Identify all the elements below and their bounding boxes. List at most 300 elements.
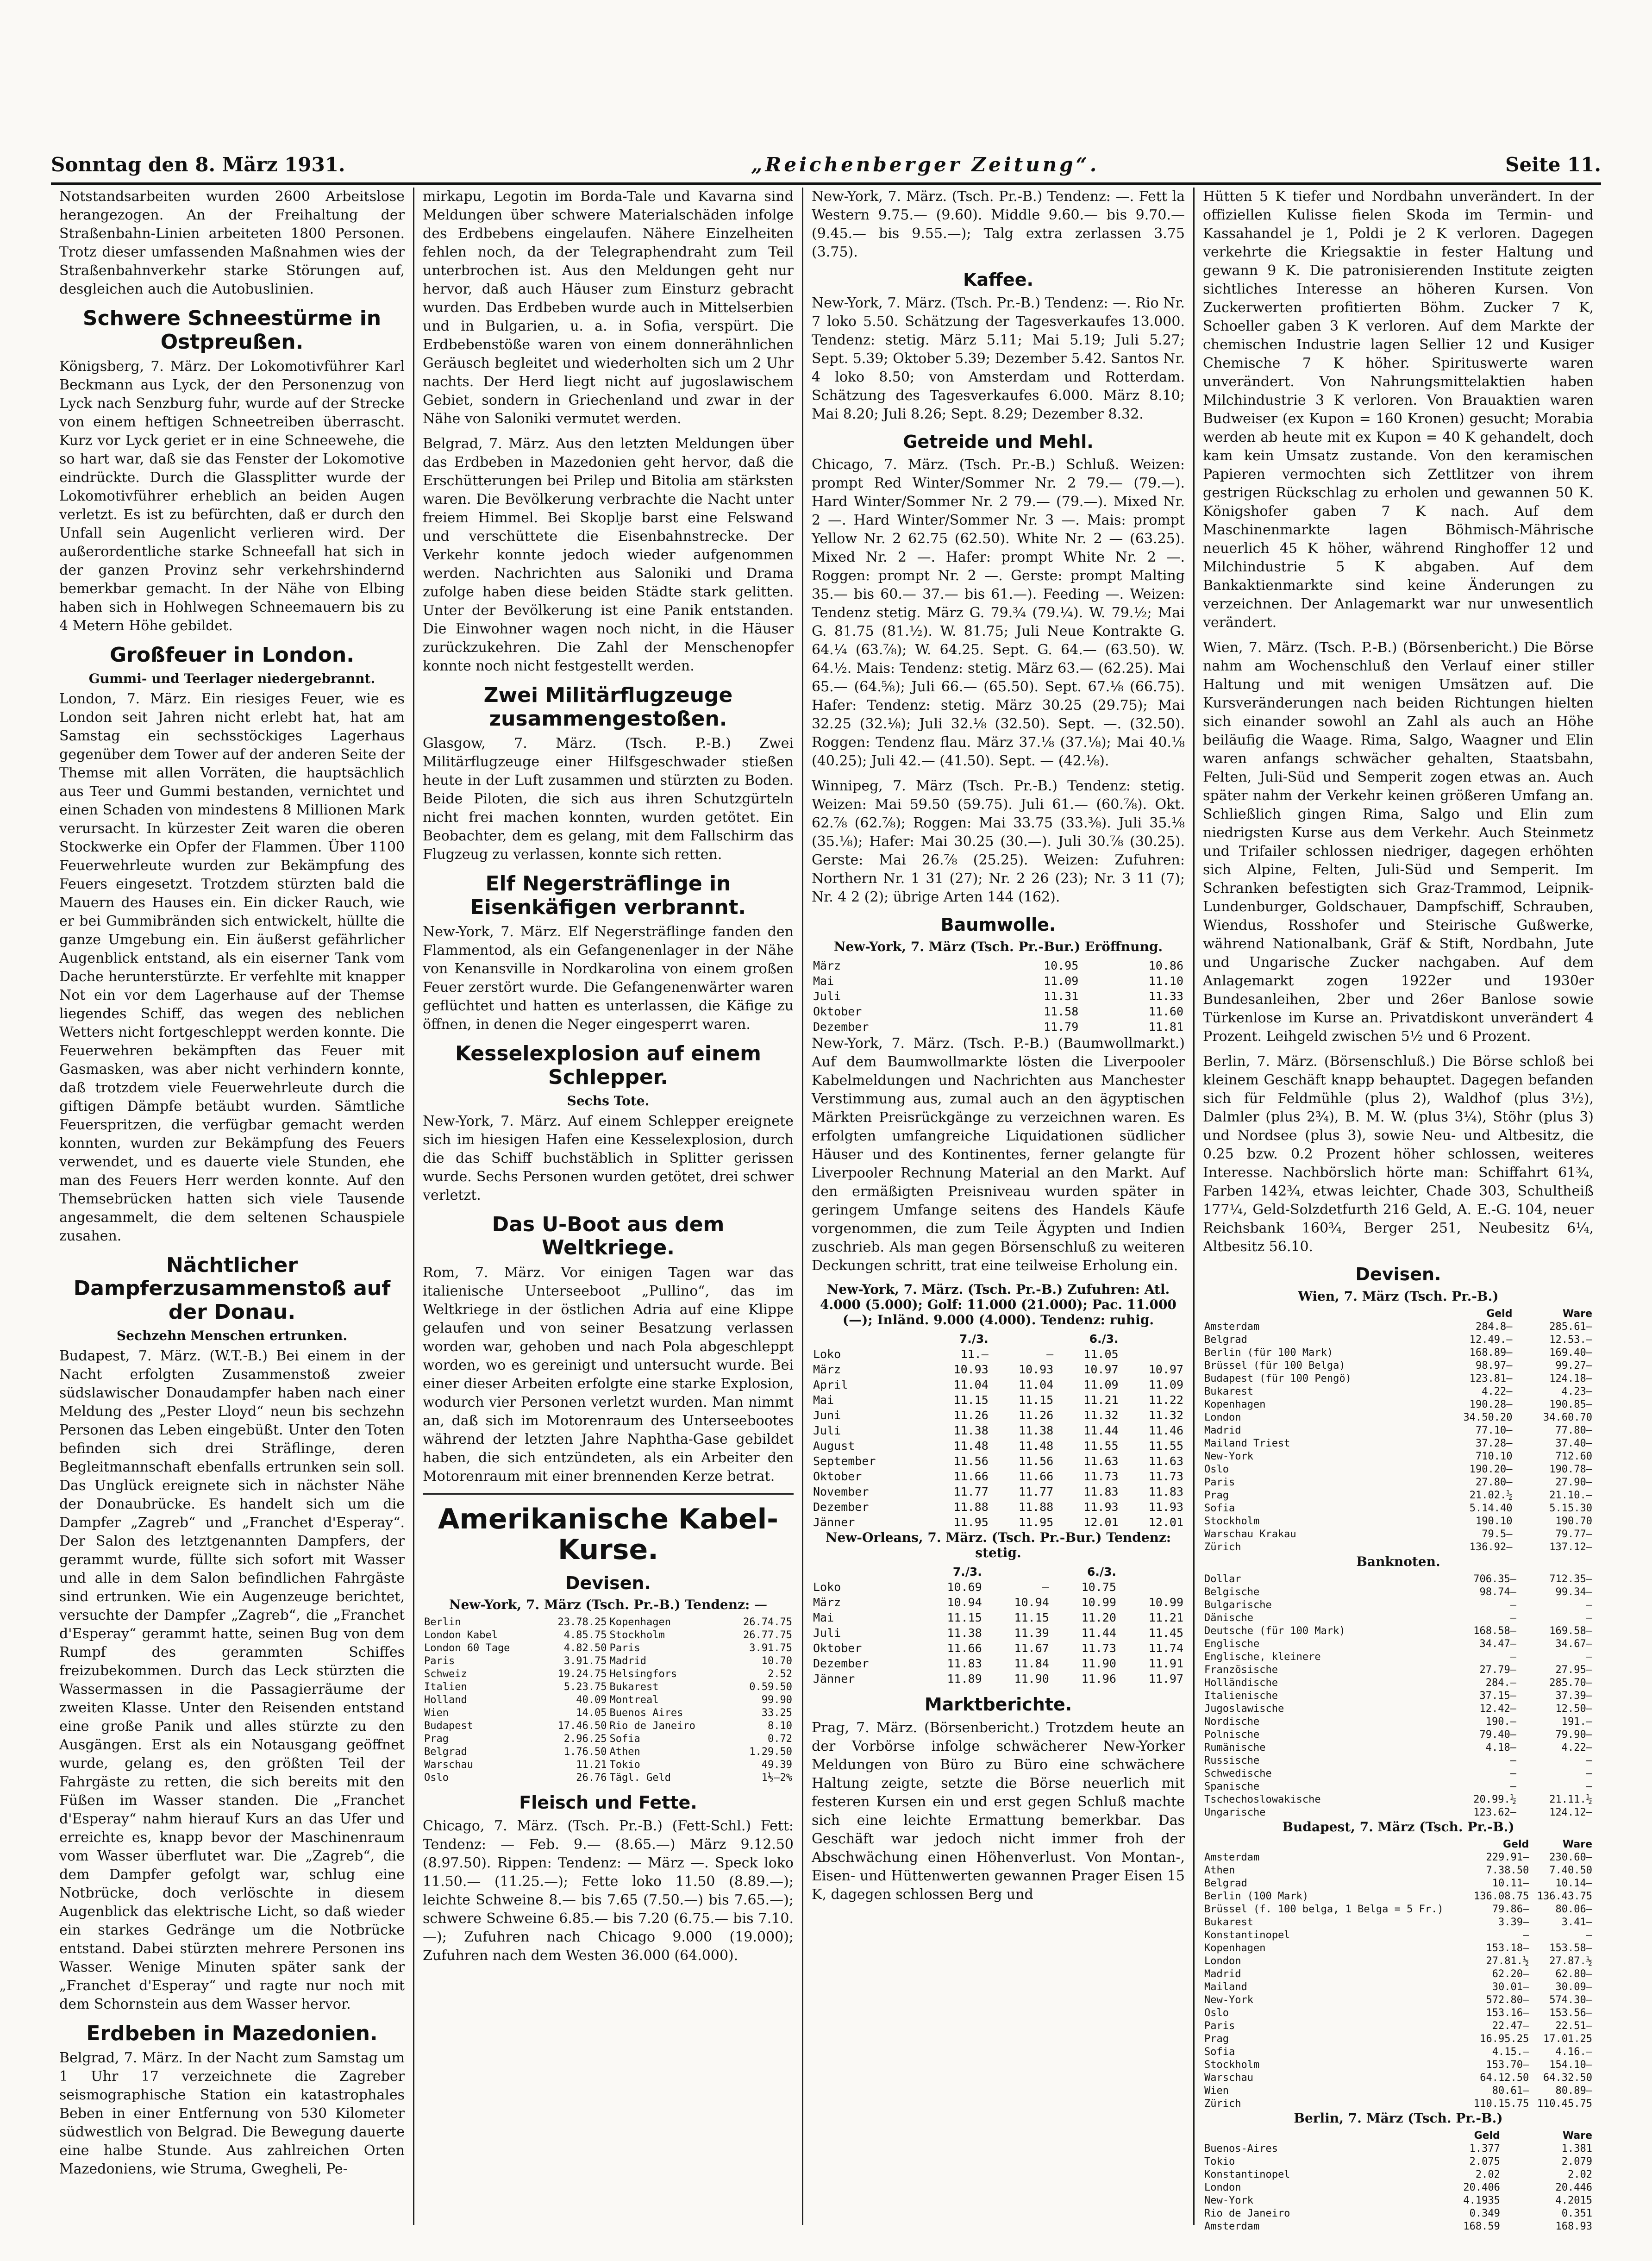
table-cell: London (1204, 1411, 1241, 1423)
table-cell: 168.93 (1555, 2220, 1592, 2232)
table-cell: Zürich (1204, 2098, 1241, 2110)
table-cell: Dezember (813, 1657, 869, 1671)
table-header-cell (983, 1564, 1051, 1579)
table-cell: Stockholm (609, 1629, 665, 1641)
headline: Zwei Militärflugzeuge zusammengestoßen. (483, 683, 733, 731)
table-cell: 64.12.50 (1480, 2072, 1529, 2084)
table-cell: Belgische (1204, 1586, 1260, 1598)
table-cell: Wien (424, 1707, 449, 1719)
table-cell: 64.32.50 (1543, 2072, 1592, 2084)
table-cell: 11.60 (1148, 1005, 1183, 1019)
table-cell: 26.74.75 (743, 1616, 792, 1628)
table-row (1203, 1955, 1594, 1968)
table-header-cell: Ware (1562, 1308, 1592, 1320)
table-cell: — (1586, 1780, 1592, 1792)
table-header-cell (1120, 1331, 1185, 1347)
table-cell: 77.10— (1476, 1424, 1513, 1436)
table-cell: 26.76 (576, 1772, 607, 1784)
devisen-table (423, 1616, 794, 1785)
table-cell: 11.15 (1018, 1393, 1054, 1407)
table-cell: 706.35— (1473, 1573, 1516, 1585)
table-cell: 190.78— (1549, 1463, 1592, 1475)
table-cell: 11.— (960, 1347, 989, 1361)
table-cell: 11.09 (1044, 974, 1079, 988)
table-cell: Englische, kleinere (1204, 1651, 1321, 1663)
table-cell: 0.72 (768, 1733, 792, 1745)
section-title: Marktberichte. (924, 1694, 1072, 1715)
table-cell: Holland (424, 1694, 467, 1706)
table-cell: 110.15.75 (1474, 2098, 1529, 2110)
table-cell: Berlin (100 Mark) (1204, 1890, 1309, 1902)
table-cell: 30.09— (1555, 1981, 1592, 1993)
article-text: Wien, 7. März. (Tsch. P.-B.) (Börsenbericht.) Die Börse nahm am Wochenschluß den Verlauf einer stiller Haltung und mit wenigen Umsätzen auf. Die Kursveränderungen nach beiden Richtungen hielten sich einander sowohl an Zahl als auch an Höhe beiläufig die Waage. Rima, Salgo, Waagner und Elin waren anfangs schwächer gehalten, Staatsbahn, Felten, Juli-Süd und Semperit zogen etwas an. Auch später nahm der Verkehr keinen größeren Umfang an. Schließlich gingen Rima, Salgo und Elin zum niedrigsten Kurse aus dem Verkehr. Auch Steinmetz und Trifailer schlossen niedriger, dagegen erhöhten sich Alpine, Felten, Juli-Süd und Semperit. Im Schranken befestigten sich Graz-Trammod, Leipnik-Lundenburger, Goldschauer, Dampfschiff, Schrauben, Wiendus, Rosshofer und Steirische Gußwerke, während Nationalbank, Gräf & Stift, Nordbahn, Jute und Ungarische Zucker nachgaben. Auf dem Anlagemarkt zogen 1922er und 1930er Bundesanleihen, 2ber und 26er Banlose sowie Türkenlose im Kurse an. Privatdiskont unverändert 4 Prozent. Leihgeld zwischen 5½ und 6 Prozent. (1203, 639, 1594, 1045)
table-cell: 20.446 (1555, 2181, 1592, 2193)
table-cell: 190.85— (1549, 1398, 1592, 1410)
table-cell: 4.85.75 (563, 1629, 607, 1641)
table-row (812, 958, 1185, 973)
table-cell: Zürich (1204, 1541, 1241, 1553)
table-cell: Ungarische (1204, 1806, 1266, 1818)
headline: Das U-Boot aus dem Weltkriege. (492, 1212, 725, 1260)
table-row (1203, 2168, 1594, 2181)
table-cell: 80.61— (1492, 2085, 1529, 2097)
table-row (1203, 1586, 1594, 1599)
columns (51, 188, 1602, 2232)
table-cell: 11.38 (953, 1424, 989, 1438)
table-caption: Berlin, 7. März (Tsch. Pr.-B.) (1294, 2110, 1503, 2126)
table-cell: 37.39— (1555, 1690, 1592, 1702)
table-cell: — (1510, 1651, 1516, 1663)
table-cell: 12.49.— (1469, 1334, 1513, 1346)
article-text: Notstandsarbeiten wurden 2600 Arbeitslose herangezogen. An der Freihaltung der Straßenbahn-Linien arbeiteten 1800 Personen. Trotz dieser umfassenden Maßnahmen wies der Straßenbahnverkehr starke Störungen auf, desgleichen auch die Autobuslinien. (59, 188, 405, 297)
table-cell: 11.45 (1148, 1626, 1183, 1640)
table-cell: Tägl. Geld (609, 1772, 671, 1784)
table-cell: — (1510, 1599, 1516, 1611)
table-cell: 4.15.— (1492, 2046, 1529, 2058)
table-cell: 0.351 (1561, 2207, 1592, 2219)
table-cell: Konstantinopel (1204, 2168, 1290, 2180)
table-row (812, 1438, 1185, 1453)
table-cell: Mailand Triest (1204, 1437, 1290, 1449)
table-cell: 11.09 (1148, 1378, 1183, 1392)
table-cell: 2.02 (1568, 2168, 1592, 2180)
table-cell: Brüssel (für 100 Belga) (1204, 1359, 1345, 1372)
table-cell: Paris (1204, 2020, 1235, 2032)
table-cell: Madrid (1204, 1968, 1241, 1980)
table-cell: 33.25 (761, 1707, 792, 1719)
table-header-cell (1203, 2129, 1409, 2142)
table-cell: Mai (813, 1393, 834, 1407)
table-cell: 14.05 (576, 1707, 607, 1719)
table-cell: 22.47— (1492, 2020, 1529, 2032)
table-cell: Rio de Janeiro (609, 1720, 695, 1732)
table-cell: 4.1935 (1463, 2194, 1500, 2206)
table-row (1203, 1851, 1594, 1864)
table-cell: 99.34— (1555, 1586, 1592, 1598)
table-cell: — (1586, 1599, 1592, 1611)
table-cell: 30.01— (1492, 1981, 1529, 1993)
table-row (812, 1515, 1185, 1530)
table-cell: 5.14.40 (1469, 1502, 1513, 1514)
table-row (812, 1641, 1185, 1656)
table-cell: 11.88 (953, 1500, 989, 1514)
table-cell: — (1510, 1754, 1516, 1766)
table-cell: 10.93 (1018, 1363, 1054, 1377)
table-row (1203, 2020, 1594, 2033)
table-cell: 22.51— (1555, 2020, 1592, 2032)
table-row (1203, 1677, 1594, 1690)
table-row (1203, 2220, 1594, 2233)
table-cell: 0.59.50 (749, 1681, 792, 1693)
table-cell: Prag (1204, 1489, 1229, 1501)
column-3 (803, 188, 1195, 2225)
table-cell: — (1586, 1754, 1592, 1766)
table-row (1203, 1890, 1594, 1903)
table-header-cell: 7./3. (952, 1565, 982, 1579)
table-cell: 285.70— (1549, 1677, 1592, 1689)
article-text: New-York, 7. März. (Tsch. Pr.-B.) Tendenz: —. Rio Nr. 7 loko 5.50. Schätzung der Tagesverkaufes 13.000. Tendenz: stetig. März 5.11; Mai 5.19; Juli 5.27; Sept. 5.39; Oktober 5.39; Dezember 5.42. Santos Nr. 4 loko 8.50; von Amsterdam und Rotterdam. Schätzung des Tagesverkaufes 6.000. März 8.10; Mai 8.20; Juli 8.26; Sept. 8.29; Dezember 8.32. (812, 294, 1185, 422)
table-cell: August (813, 1439, 855, 1453)
table-row (1203, 1903, 1594, 1916)
table-cell: Tschechoslowakische (1204, 1793, 1321, 1805)
table-cell: 2.075 (1469, 2155, 1500, 2167)
table-cell: 27.79— (1479, 1664, 1516, 1676)
table-row (1203, 1754, 1594, 1767)
table-cell: 285.61— (1549, 1321, 1592, 1333)
table-cell: 123.81— (1469, 1372, 1513, 1384)
table-row (423, 1707, 794, 1720)
table-cell: 712.35— (1549, 1573, 1592, 1585)
section-title: Devisen. (1355, 1264, 1441, 1284)
table-header-cell (812, 1564, 916, 1579)
table-cell: Amsterdam (1204, 1321, 1260, 1333)
table-cell: 77.80— (1555, 1424, 1592, 1436)
table-cell: Rumänische (1204, 1741, 1266, 1754)
table-cell: 5.23.75 (563, 1681, 607, 1693)
table-cell: 11.32 (1148, 1409, 1183, 1422)
table-row (423, 1759, 794, 1772)
table-cell: New-York (1204, 2194, 1253, 2206)
article-text: Rom, 7. März. Vor einigen Tagen war das italienische Unterseeboot „Pullino“, das im Weltkriege in der östlichen Adria auf eine Klippe gelaufen und von seiner Besatzung verlassen worden war, gehoben und nach Pola abgeschleppt worden, wo es gereinigt und untersucht wurde. Bei einer dieser Arbeiten erfolgte eine starke Explosion, wodurch vier Personen verletzt wurden. Man nimmt an, daß sich im Motorenraum des Unterseebootes während der letzten Jahre Naphtha-Gase gebildet haben, die sich entzündeten, als ein Arbeiter den Motorenraum mit einer brennenden Kerze betrat. (423, 1264, 794, 1484)
table-cell: 98.97— (1476, 1359, 1513, 1372)
cotton-table (812, 1564, 1185, 1686)
table-row (1203, 1968, 1594, 1981)
table-cell: Oslo (1204, 2007, 1229, 2019)
table-cell: 124.12— (1549, 1806, 1592, 1818)
table-cell: 10.99 (1081, 1596, 1116, 1610)
table-header-cell (990, 1331, 1055, 1347)
table-header-cell: Geld (1486, 1308, 1513, 1320)
table-cell: 10.69 (947, 1580, 982, 1594)
table-cell: Schwedische (1204, 1767, 1272, 1779)
table-cell: Jänner (813, 1672, 855, 1686)
table-cell: 98.74— (1479, 1586, 1516, 1598)
table-cell: Mai (813, 974, 834, 988)
table-row (1203, 1437, 1594, 1450)
table-header-cell (1203, 1838, 1467, 1851)
table-cell: Tokio (609, 1759, 640, 1771)
table-cell: 80.06— (1555, 1903, 1592, 1915)
table-row (423, 1642, 794, 1655)
table-cell: Mailand (1204, 1981, 1247, 1993)
table-cell: 153.70— (1486, 2059, 1529, 2071)
table-cell: 11.55 (1148, 1439, 1183, 1453)
table-row (1203, 2046, 1594, 2059)
table-cell: 1.29.50 (749, 1746, 792, 1758)
table-row (1203, 1793, 1594, 1806)
article-text: London, 7. März. Ein riesiges Feuer, wie es London seit Jahren nicht erlebt hat, hat am Samstag ein sechsstöckiges Lagerhaus gegenüber dem Tower auf der anderen Seite der Themse mit allen Vorräten, die hauptsächlich aus Teer und Gummi bestanden, vernichtet und einen Schaden von mindestens 8 Millionen Mark verursacht. In kürzester Zeit waren die oberen Stockwerke ein Opfer der Flammen. Über 1100 Feuerwehrleute wurden zur Bekämpfung des Feuers eingesetzt. Trotzdem stürzten bald die Mauern des Hauses ein. Ein dicker Rauch, wie er bei Gummibränden sich entwickelt, hüllte die ganze Umgebung ein. Ein äußerst gefährlicher Augenblick entstand, als ein eiserner Tank vom Dache herunterstürzte. Er verfehlte mit knapper Not ein vor dem Lagerhause auf der Themse liegendes Schiff, das wegen des neblichen Wetters nicht fortgeschleppt werden konnte. Die Feuerwehren bekämpften das Feuer mit Gasmasken, was aber nicht verhindern konnte, daß trotzdem viele Feuerwehrleute durch die giftigen Dämpfe betäubt wurden. Sämtliche Feuerspritzen, die verfügbar gemacht werden konnten, wurden zur Bekämpfung des Feuers verwendet, und es dauerte viele Stunden, ehe man des Feuers Herr werden konnte. Auf den Themsebrücken hatten sich viele Tausende angesammelt, die dem seltenen Schauspiele zusahen. (59, 690, 405, 1244)
table-row (1203, 1502, 1594, 1515)
table-row (812, 1392, 1185, 1408)
table-cell: 62.20— (1492, 1968, 1529, 1980)
table-cell: 4.18— (1485, 1741, 1516, 1754)
table-cell: 7.38.50 (1486, 1864, 1529, 1876)
table-row (1203, 1651, 1594, 1664)
table-cell: 8.10 (768, 1720, 792, 1732)
page-header (51, 139, 1601, 185)
table-cell: 11.04 (1018, 1378, 1054, 1392)
table-caption: New-York, 7. März (Tsch. Pr.-Bur.) Eröffnung. (833, 939, 1163, 955)
table-cell: Englische (1204, 1638, 1260, 1650)
table-cell: 11.74 (1148, 1641, 1183, 1655)
table-cell: — (1586, 1767, 1592, 1779)
table-cell: 10.75 (1081, 1580, 1116, 1594)
table-row (1203, 2155, 1594, 2168)
table-cell: 27.95— (1555, 1664, 1592, 1676)
table-cell: Bukarest (1204, 1916, 1253, 1928)
table-cell: Rio de Janeiro (1204, 2207, 1290, 2219)
table-row (1203, 1780, 1594, 1793)
cotton-table (812, 1331, 1185, 1530)
table-cell: März (813, 1363, 841, 1377)
table-cell: 11.81 (1148, 1020, 1183, 1034)
column-2 (414, 188, 803, 2225)
table-cell: 21.10.— (1549, 1489, 1592, 1501)
table-cell: Stockholm (1204, 1515, 1260, 1527)
table-cell: 11.73 (1083, 1470, 1119, 1484)
table-cell: 11.91 (1148, 1657, 1183, 1671)
article-text: Hütten 5 K tiefer und Nordbahn unverändert. In der offiziellen Kulisse fielen Skoda im Termin- und Kassahandel je 1, Poldi je 2 K verloren. Dagegen verkehrte die Kriegsaktie in fester Haltung und gewann 9 K. Die patronisierenden Institute zeigten sichtliches Interesse an höheren Kursen. Von Zuckerwerten profitierten Böhm. Zucker 7 K, Schoeller gaben 3 K verloren. Auf dem Markte der chemischen Industrie lagen Sellier 12 und Kusiger Chemische 7 K höher. Spirituswerte waren unverändert. Von Nahrungsmittelaktien haben Milchindustrie 3 K verloren. Von Brauaktien waren Budweiser (ex Kupon = 160 Kronen) gesucht; Morabia werden ab heute mit ex Kupon = 40 K gehandelt, doch kam kein Umsatz zustande. Von den keramischen Papieren vermochten sich Zettlitzer von ihrem gestrigen Rückschlag zu erholen und gewannen 50 K. Königshofer gaben 7 K nach. Auf dem Maschinenmarkte lagen Böhmisch-Mährische neuerlich 45 K höher, während Ringhoffer 12 und Milchindustrie 5 K abgaben. Auf dem Bankaktienmarkte sind keine Änderungen zu verzeichnen. Der Anlagemarkt war nur unwesentlich verändert. (1203, 188, 1594, 631)
article-text: mirkapu, Legotin im Borda-Tale und Kavarna sind Meldungen über schwere Materialschäden infolge des Erdbebens eingelaufen. Nähere Einzelheiten fehlen noch, da der Telegraphendraht zum Teil unterbrochen ist. Aus den Meldungen geht nur hervor, daß auch Häuser zum Einsturz gebracht wurden. Das Erdbeben wurde auch in Mittelserbien und in Bulgarien, u. a. in Sofia, verspürt. Die Erdbebenstöße waren von einem donnerähnlichen Geräusch begleitet und wiederholten sich um 2 Uhr nachts. Der Herd liegt nicht auf jugoslawischem Gebiet, sondern in Griechenland und zwar in der Nähe von Saloniki vermutet werden. (423, 188, 794, 427)
table-cell: Loko (813, 1347, 841, 1361)
table-cell: 12.01 (1083, 1516, 1119, 1529)
table-row (1203, 1741, 1594, 1754)
table-cell: 12.50— (1555, 1703, 1592, 1715)
table-cell: 10.70 (761, 1655, 792, 1667)
table-cell: Oktober (813, 1470, 862, 1484)
table-caption: New-Orleans, 7. März. (Tsch. Pr.-Bur.) Tendenz: stetig. (825, 1530, 1171, 1561)
table-cell: 124.18— (1549, 1372, 1592, 1384)
table-row (1203, 1690, 1594, 1703)
table-cell: Berlin (424, 1616, 461, 1628)
table-cell: Sofia (1204, 1502, 1235, 1514)
table-cell: — (1586, 1929, 1592, 1941)
table-cell: 4.2015 (1555, 2194, 1592, 2206)
table-cell: 11.96 (1081, 1672, 1116, 1686)
table-cell: — (1510, 1612, 1516, 1624)
table-cell: 11.77 (953, 1485, 989, 1499)
table-cell: 11.04 (953, 1378, 989, 1392)
table-cell: 284.8— (1476, 1321, 1513, 1333)
table-cell: 168.89— (1469, 1347, 1513, 1359)
table-cell: Madrid (1204, 1424, 1241, 1436)
table-row (1203, 1476, 1594, 1489)
table-cell: Sofia (609, 1733, 640, 1745)
table-cell: 11.67 (1014, 1641, 1049, 1655)
table-cell: New-York (1204, 1450, 1253, 1462)
table-cell: Athen (1204, 1864, 1235, 1876)
table-cell: London (1204, 2181, 1241, 2193)
table-cell: 10.86 (1148, 959, 1183, 973)
table-cell: 99.27— (1555, 1359, 1592, 1372)
table-cell: 10.97 (1083, 1363, 1119, 1377)
table-cell: 20.99.½ (1473, 1793, 1516, 1805)
table-caption: New-York, 7. März. (Tsch. Pr.-B.) Zufuhren: Atl. 4.000 (5.000); Golf: 11.000 (21.000); Pac. 11.000 (—); Inländ. 9.000 (4.000). Tendenz: ruhig. (820, 1282, 1176, 1328)
table-cell: 37.28— (1476, 1437, 1513, 1449)
table-cell: 153.58— (1549, 1942, 1592, 1954)
table-cell: 11.15 (1014, 1611, 1049, 1625)
table-cell: Warschau (424, 1759, 473, 1771)
table-cell: 191.— (1561, 1716, 1592, 1728)
table-cell: Brüssel (f. 100 belga, 1 Belga = 5 Fr.) (1204, 1903, 1444, 1915)
table-cell: 11.10 (1148, 974, 1183, 988)
table-cell: 11.73 (1148, 1470, 1183, 1484)
table-row (1203, 1994, 1594, 2007)
column-4 (1195, 188, 1602, 2232)
table-cell: Athen (609, 1746, 640, 1758)
exchange-table (1203, 2129, 1594, 2233)
table-row (1203, 2194, 1594, 2207)
table-cell: Jänner (813, 1516, 855, 1529)
table-row (812, 1347, 1185, 1362)
table-cell: Paris (424, 1655, 455, 1667)
table-cell: Kopenhagen (1204, 1398, 1266, 1410)
table-cell: Prag (424, 1733, 449, 1745)
table-cell: 110.45.75 (1537, 2098, 1592, 2110)
table-cell: 79.77— (1555, 1528, 1592, 1540)
section-title: Devisen. (565, 1572, 651, 1593)
table-cell: 136.92— (1469, 1541, 1513, 1553)
table-cell: Oslo (424, 1772, 449, 1784)
table-cell: 4.16.— (1555, 2046, 1592, 2058)
table-cell: 0.349 (1469, 2207, 1500, 2219)
table-cell: 27.81.½ (1486, 1955, 1529, 1967)
table-cell: — (1523, 1929, 1529, 1941)
table-cell: Budapest (424, 1720, 473, 1732)
table-row (1203, 1612, 1594, 1625)
table-header-cell: 6./3. (1089, 1332, 1119, 1346)
table-cell: 17.01.25 (1543, 2033, 1592, 2045)
table-cell: Oktober (813, 1005, 862, 1019)
article-text: Belgrad, 7. März. In der Nacht zum Samstag um 1 Uhr 17 verzeichnete die Zagreber seismographische Station ein katastrophales Beben in einer Entfernung von 530 Kilometer südwestlich von Belgrad. Die Bewegung dauerte eine halbe Stunde. Aus zahlreichen Orten Mazedoniens, wie Struma, Gwegheli, Pe- (59, 2050, 405, 2178)
table-cell: 10.97 (1148, 1363, 1183, 1377)
table-row (423, 1629, 794, 1642)
subheadline: Sechzehn Menschen ertrunken. (116, 1328, 348, 1343)
headline: Kesselexplosion auf einem Schlepper. (455, 1042, 762, 1089)
table-row (1203, 1929, 1594, 1942)
subheadline: Sechs Tote. (567, 1093, 650, 1109)
table-cell: — (1510, 1780, 1516, 1792)
table-cell: 168.58— (1473, 1625, 1516, 1637)
table-cell: 136.43.75 (1537, 1890, 1592, 1902)
table-row (423, 1616, 794, 1629)
table-cell: 11.48 (1018, 1439, 1054, 1453)
table-caption: Banknoten. (1356, 1553, 1440, 1569)
table-row (1203, 2142, 1594, 2155)
table-cell: — (1510, 1767, 1516, 1779)
table-row (1203, 1398, 1594, 1411)
table-cell: 11.73 (1081, 1641, 1116, 1655)
table-cell: Juli (813, 990, 841, 1003)
table-cell: 2.02 (1475, 2168, 1500, 2180)
table-cell: 11.46 (1148, 1424, 1183, 1438)
table-cell: 34.67— (1555, 1638, 1592, 1650)
table-cell: — (1586, 1612, 1592, 1624)
table-cell: 21.02.½ (1469, 1489, 1513, 1501)
table-header-cell: Geld (1502, 1838, 1529, 1850)
table-cell: 34.47— (1479, 1638, 1516, 1650)
table-header-cell: Geld (1474, 2129, 1500, 2142)
table-row (1203, 2085, 1594, 2098)
table-cell: 23.78.25 (557, 1616, 607, 1628)
article-text: Belgrad, 7. März. Aus den letzten Meldungen über das Erdbeben in Mazedonien geht hervor, daß die Erschütterungen bei Prilep und Bitolia am stärksten waren. Die Bevölkerung verbrachte die Nacht unter freiem Himmel. Bei Skoplje barst eine Felswand und verschüttete die Eisenbahnstrecke. Der Verkehr konnte jedoch wieder aufgenommen werden. Nachrichten aus Saloniki und Drama zufolge haben diese beiden Städte stark gelitten. Unter der Bevölkerung ist eine Panik entstanden. Die Einwohner wagen noch nicht, in die Häuser zurückzukehren. Die Zahl der Menschenopfer konnte noch nicht festgestellt werden. (423, 436, 794, 674)
table-row (423, 1694, 794, 1707)
table-cell: Belgrad (1204, 1334, 1247, 1346)
table-cell: 11.66 (947, 1641, 982, 1655)
table-cell: 169.58— (1549, 1625, 1592, 1637)
table-header-row (1203, 2129, 1594, 2142)
table-cell: Prag (1204, 2033, 1229, 2045)
table-cell: Spanische (1204, 1780, 1260, 1792)
table-cell: Amsterdam (1204, 1851, 1260, 1863)
table-cell: 1.377 (1469, 2142, 1500, 2155)
table-row (1203, 1347, 1594, 1359)
table-row (1203, 2059, 1594, 2072)
table-cell: Warschau (1204, 2072, 1253, 2084)
table-cell: — (1046, 1347, 1054, 1361)
header-paper-title: „Reichenberger Zeitung“. (751, 153, 1100, 176)
table-cell: 11.22 (1148, 1393, 1183, 1407)
table-row (1203, 1359, 1594, 1372)
table-cell: Oktober (813, 1641, 862, 1655)
table-cell: 27.90— (1555, 1476, 1592, 1488)
headline: Elf Negersträflinge in Eisenkäfigen verbrannt. (470, 872, 746, 919)
table-cell: 11.79 (1044, 1020, 1079, 1034)
table-row (1203, 1599, 1594, 1612)
article-text: Berlin, 7. März. (Börsenschluß.) Die Börse schloß bei kleinem Geschäft knapp behauptet. Dagegen befanden sich für Feldmühle (plus 2), Waldhof (plus 3½), Dalmler (plus 2¾), B. M. W. (plus 3¼), Stöhr (plus 3) und Nordsee (plus 3), sowie Neu- und Altbesitz, die 0.25 bzw. 0.2 Prozent höher schlossen, weiteres Interesse. Nachbörslich hörte man: Schiffahrt 61¾, Farben 142¾, etwas leichter, Chade 303, Schultheiß 177¼, Geld-Solzdetfurth 216 Geld, A. E.-G. 104, neuer Reichsbank 160¾, Berger 251, Neubesitz 6¼, Altbesitz 56.10. (1203, 1053, 1594, 1255)
table-cell: — (1042, 1580, 1049, 1594)
table-row (1203, 2181, 1594, 2194)
table-cell: Tokio (1204, 2155, 1235, 2167)
table-row (1203, 1424, 1594, 1437)
table-row (1203, 1489, 1594, 1502)
table-row (1203, 1625, 1594, 1638)
table-cell: Italienische (1204, 1690, 1278, 1702)
table-row (812, 1377, 1185, 1392)
table-row (1203, 1334, 1594, 1347)
divider (423, 1493, 794, 1495)
subheadline: Gummi- und Teerlager niedergebrannt. (88, 670, 375, 686)
table-cell (1120, 1347, 1185, 1362)
table-cell: Wien (1204, 2085, 1229, 2097)
table-cell: 4.22— (1482, 1385, 1513, 1397)
table-row (423, 1772, 794, 1785)
table-cell: Dollar (1204, 1573, 1241, 1585)
table-cell: 27.87.½ (1549, 1955, 1592, 1967)
table-cell: März (813, 959, 841, 973)
table-cell: 34.50.20 (1463, 1411, 1513, 1423)
table-cell: Konstantinopel (1204, 1929, 1290, 1941)
